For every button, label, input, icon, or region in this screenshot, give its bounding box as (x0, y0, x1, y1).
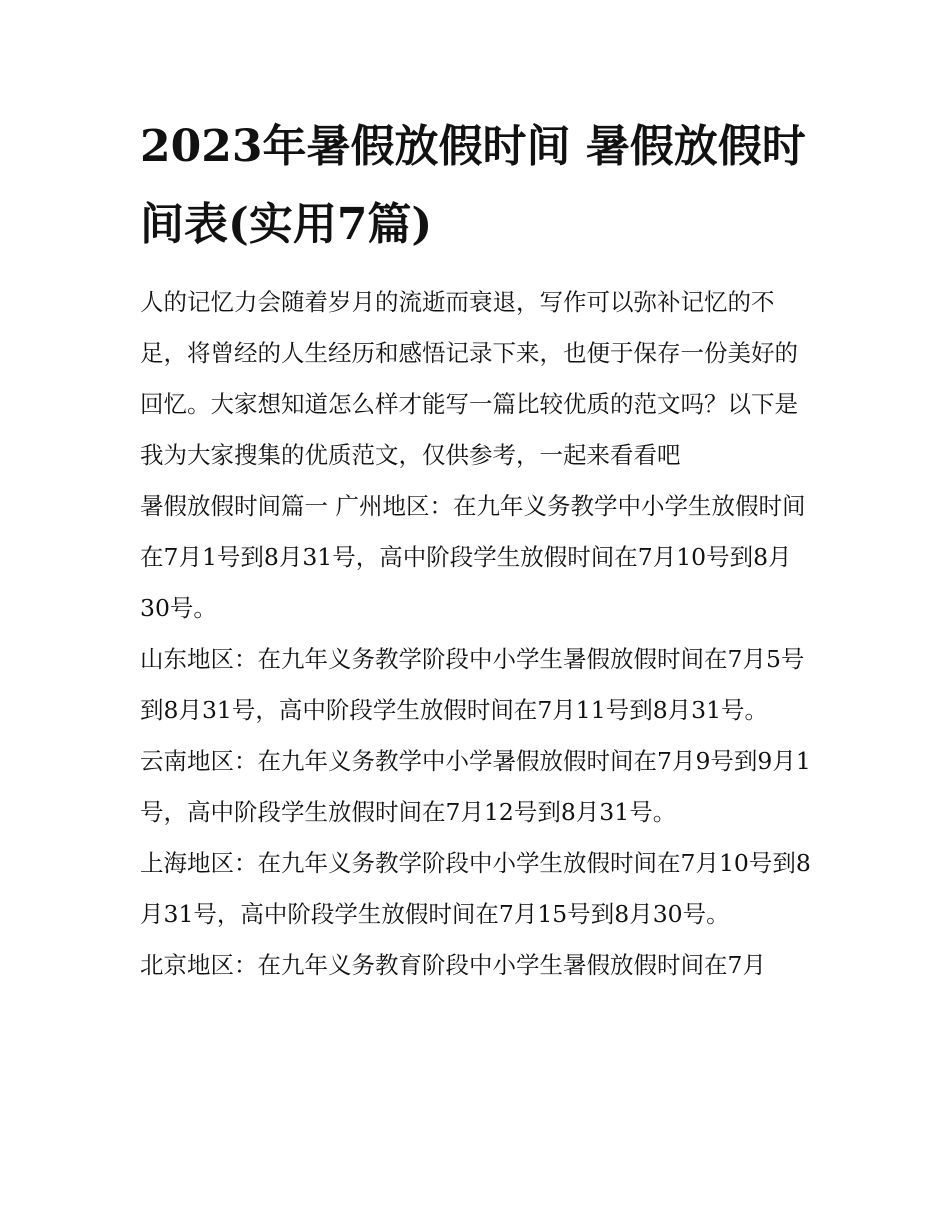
intro-paragraph: 人的记忆力会随着岁月的流逝而衰退，写作可以弥补记忆的不足，将曾经的人生经历和感悟记录下来，也便于保存一份美好的回忆。大家想知道怎么样才能写一篇比较优质的范文吗？以下是我为大家搜集的优质范文，仅供参考，一起来看看吧 (140, 288, 798, 469)
yunnan-paragraph: 云南地区：在九年义务教学中小学暑假放假时间在7月9号到9月1号，高中阶段学生放假时间在7月12号到8月31号。 (140, 747, 811, 826)
shandong-paragraph: 山东地区：在九年义务教学阶段中小学生暑假放假时间在7月5号到8月31号，高中阶段学生放假时间在7月11号到8月31号。 (140, 645, 805, 724)
guangzhou-paragraph: 暑假放假时间篇一 广州地区：在九年义务教学中小学生放假时间在7月1号到8月31号，高中阶段学生放假时间在7月10号到8月30号。 (140, 492, 806, 622)
document-body (140, 277, 815, 991)
shanghai-paragraph: 上海地区：在九年义务教学阶段中小学生放假时间在7月10号到8月31号，高中阶段学生放假时间在7月15号到8月30号。 (140, 849, 811, 928)
document-title: 2023年暑假放假时间 暑假放假时间表(实用7篇) (140, 121, 806, 250)
beijing-paragraph: 北京地区：在九年义务教育阶段中小学生暑假放假时间在7月 (140, 951, 766, 979)
